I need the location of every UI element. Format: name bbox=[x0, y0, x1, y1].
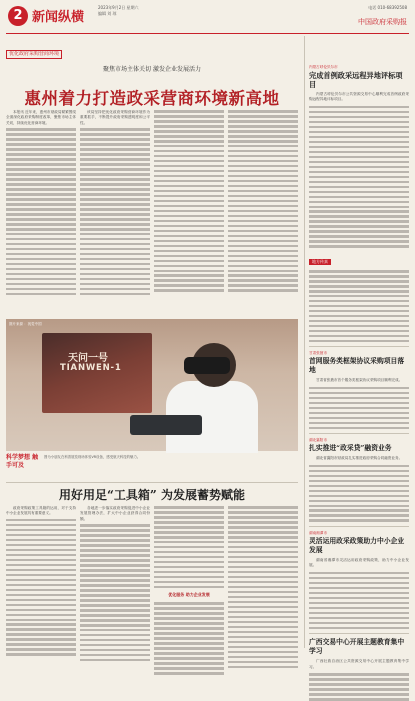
panel-chinese-text: 天问一号 bbox=[68, 353, 108, 364]
text-lines bbox=[309, 465, 409, 522]
feature-col-1 bbox=[6, 506, 76, 686]
story3-paragraph: 湖北省襄阳市财政局扎实推进政府采购合同融资业务。 bbox=[316, 456, 403, 461]
text-lines bbox=[154, 506, 224, 588]
feature-col-2 bbox=[80, 506, 150, 686]
caption-text: 图为小朋友在科普展览现场体验VR设备，感受航天科技的魅力。 bbox=[44, 455, 141, 459]
masthead-rule bbox=[6, 33, 409, 34]
story-separator bbox=[309, 633, 409, 634]
feature-col-4 bbox=[228, 506, 298, 686]
story5-paragraph: 广西壮族自治区公共资源交易中心开展主题教育集中学习。 bbox=[309, 659, 409, 669]
photo-credit: 图片来源 ：视觉中国 bbox=[9, 322, 42, 326]
vr-headset-icon bbox=[184, 357, 230, 374]
story3-title: 扎实推进“政采贷”融资业务 bbox=[309, 444, 392, 453]
lead-paragraph: 该局坚持把优化政府采购营商环境作为重要抓手，不断提升政府采购透明度和公平性。 bbox=[80, 110, 150, 125]
story2-title: 首网服务类框架协议采购项目落地 bbox=[309, 357, 405, 375]
text-lines bbox=[154, 110, 224, 292]
section-banner: 地方传真 bbox=[309, 259, 331, 265]
text-lines bbox=[309, 572, 409, 629]
lead-subhead: 聚焦市场主体关切 激发企业发展活力 bbox=[103, 66, 201, 73]
story4-title: 灵活运用政采政策助力中小企业发展 bbox=[309, 537, 405, 555]
feature-col-3 bbox=[154, 506, 224, 686]
story-separator bbox=[309, 526, 409, 527]
masthead-editor: 编辑 刘 琼 bbox=[98, 11, 117, 16]
lead-col-3 bbox=[154, 110, 224, 317]
text-lines bbox=[309, 106, 409, 248]
caption-title: 科学梦想 触手可及 bbox=[6, 454, 39, 469]
story-separator bbox=[309, 433, 409, 434]
tianwen-display-panel bbox=[42, 333, 152, 413]
panel-english-text: TIANWEN-1 bbox=[60, 363, 122, 373]
text-lines bbox=[80, 524, 150, 661]
news-photo bbox=[6, 319, 298, 451]
story2-kicker: 甘肃张掖市 bbox=[309, 351, 327, 356]
page-number-logo: 2 bbox=[8, 6, 28, 26]
lead-body bbox=[6, 110, 298, 317]
story-separator bbox=[309, 346, 409, 347]
left-column bbox=[6, 40, 298, 598]
lead-col-1 bbox=[6, 110, 76, 317]
feature-paragraph: 政府采购政策工具箱的运用，对于支持中小企业发展具有重要意义。 bbox=[6, 506, 76, 516]
lead-col-2 bbox=[80, 110, 150, 317]
text-lines bbox=[228, 110, 298, 292]
text-lines bbox=[309, 673, 409, 701]
feature-headline: 用好用足“工具箱” 为发展蓄势赋能 bbox=[59, 488, 245, 502]
text-lines bbox=[80, 128, 150, 295]
right-column bbox=[304, 36, 409, 669]
feature-body bbox=[6, 506, 298, 686]
story2-paragraph: 甘肃省张掖市首个服务类框架协议采购项目顺利完成。 bbox=[316, 378, 403, 383]
story4-paragraph: 湖南省湘潭市灵活运用政府采购政策，助力中小企业发展。 bbox=[309, 558, 409, 568]
feature-paragraph: 各地进一步落实政府采购促进中小企业发展管理办法，扩大中小企业获得合同份额。 bbox=[80, 506, 150, 521]
text-lines bbox=[228, 506, 298, 668]
lead-tag: 优化政府采购营商环境 bbox=[6, 50, 62, 59]
story5-title: 广西交易中心开展主题教育集中学习 bbox=[309, 638, 405, 656]
lead-headline: 惠州着力打造政采营商环境新高地 bbox=[24, 89, 280, 108]
section-divider bbox=[6, 482, 298, 483]
newspaper-brand: 中国政府采购报 bbox=[358, 18, 407, 26]
lead-col-4 bbox=[228, 110, 298, 317]
story1-paragraph: 内蒙古呼伦贝尔市公共资源交易中心顺利完成首例政府采购远程异地评标项目。 bbox=[309, 92, 409, 102]
story1-title: 完成首例政采远程异地评标项目 bbox=[309, 71, 403, 89]
story3-kicker: 湖北襄阳市 bbox=[309, 438, 327, 443]
masthead-phone: 电话 010-68392508 bbox=[368, 5, 407, 10]
story1-kicker: 内蒙古呼伦贝尔市 bbox=[309, 65, 338, 69]
text-lines bbox=[309, 387, 409, 429]
masthead-date: 2023年9月2日 星期六 bbox=[98, 5, 139, 10]
lead-paragraph: 本报讯 近年来，惠州市财政局紧紧围绕全面深化政府采购制度改革，聚焦市场主体关切，持续优化营商环境。 bbox=[6, 110, 76, 125]
feature-sub-label: 优化服务 助力企业发展 bbox=[168, 592, 210, 598]
story4-kicker: 湖南湘潭市 bbox=[309, 531, 327, 536]
masthead-meta bbox=[98, 5, 139, 17]
text-lines bbox=[154, 602, 224, 674]
masthead bbox=[0, 0, 415, 36]
text-lines bbox=[6, 128, 76, 295]
photo-caption bbox=[6, 454, 298, 476]
vr-device bbox=[130, 415, 202, 435]
section-title: 新闻纵横 bbox=[32, 10, 85, 25]
text-lines bbox=[309, 270, 409, 342]
text-lines bbox=[6, 519, 76, 656]
